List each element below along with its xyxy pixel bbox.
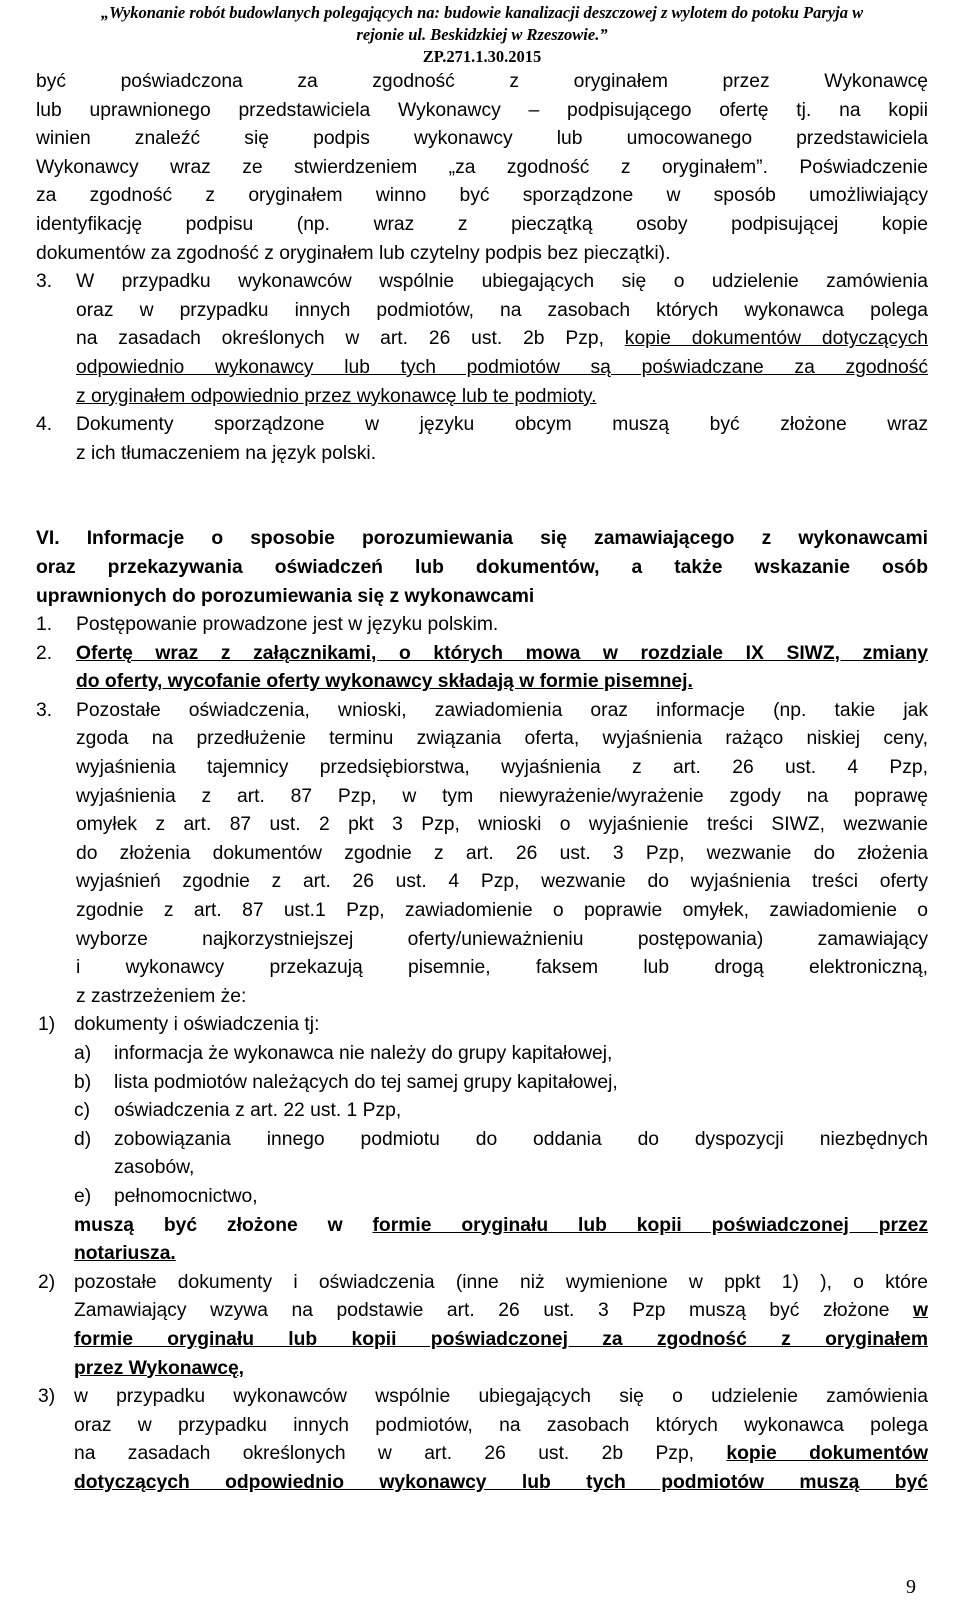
list-number: 2. xyxy=(36,642,53,664)
text-line: być poświadczona za zgodność z oryginałem przez Wykonawcę xyxy=(36,71,928,92)
underlined-line: odpowiednio wykonawcy lub tych podmiotów są poświadczane za zgodność xyxy=(76,356,928,378)
text-line: Dokumenty sporządzone w języku obcym muszą być złożone wraz xyxy=(76,414,928,436)
text-line xyxy=(74,1440,928,1469)
text-line: zgoda na przedłużenie terminu związania oferta, wyjaśnienia rażąco niskiej ceny, xyxy=(76,728,928,750)
text-segment: muszą być złożone w xyxy=(74,1214,373,1236)
document-body xyxy=(36,68,928,1498)
text-line: identyfikację podpisu (np. wraz z pieczątką osoby podpisującej kopie xyxy=(36,213,928,235)
text-line: pozostałe dokumenty i oświadczenia (inne niż wymienione w ppkt 1) ), o które xyxy=(74,1271,928,1293)
sub-sub-item-d xyxy=(74,1126,928,1183)
underlined-bold-line: formie oryginału lub kopii poświadczonej za zgodność z oryginałem xyxy=(74,1328,928,1350)
list-letter: a) xyxy=(74,1043,92,1064)
text-line: Pozostałe oświadczenia, wnioski, zawiadomienia oraz informacje (np. takie jak xyxy=(76,699,928,721)
text-line: lista podmiotów należących do tej samej grupy kapitałowej, xyxy=(114,1071,618,1093)
underlined-text: formie oryginału lub kopii poświadczonej przez xyxy=(372,1214,928,1236)
list-number: 3. xyxy=(36,271,53,293)
underlined-line: z oryginałem odpowiednio przez wykonawcę lub te podmioty. xyxy=(76,385,597,407)
text-segment: na zasadach określonych w art. 26 ust. 2b Pzp, xyxy=(76,328,625,350)
header-title-line-1: „Wykonanie robót budowlanych polegających na: budowie kanalizacji deszczowej z wylotem do potoku Paryja w xyxy=(100,3,864,22)
list-letter: c) xyxy=(74,1100,91,1122)
list-item-3 xyxy=(36,268,928,411)
text-line: lub uprawnionego przedstawiciela Wykonawcy – podpisującego ofertę tj. na kopii xyxy=(36,99,928,121)
underlined-bold-line: do oferty, wycofanie oferty wykonawcy składają w formie pisemnej. xyxy=(76,671,693,693)
text-line: informacja że wykonawca nie należy do grupy kapitałowej, xyxy=(114,1043,613,1064)
page-header xyxy=(36,2,928,68)
list-number: 3) xyxy=(38,1386,56,1408)
list-item-4 xyxy=(36,411,928,468)
text-line: W przypadku wykonawców wspólnie ubiegających się o udzielenie zamówienia xyxy=(76,271,928,293)
list-item-3-communication xyxy=(36,697,928,1012)
text-line: wyjaśnienia tajemnicy przedsiębiorstwa, wyjaśnienia z art. 26 ust. 4 Pzp, xyxy=(76,757,928,779)
text-line: wyjaśnienia z art. 87 Pzp, w tym niewyrażenie/wyrażenie zgody na poprawę xyxy=(76,785,928,807)
text-line: oświadczenia z art. 22 ust. 1 Pzp, xyxy=(114,1100,402,1122)
heading-line: VI. Informacje o sposobie porozumiewania się zamawiającego z wykonawcami xyxy=(36,528,928,550)
text-line: zgodnie z art. 87 ust.1 Pzp, zawiadomienie o poprawie omyłek, zawiadomienie o xyxy=(76,900,928,922)
list-letter: b) xyxy=(74,1071,92,1093)
list-number: 3. xyxy=(36,699,53,721)
text-line: Postępowanie prowadzone jest w języku polskim. xyxy=(76,614,499,636)
text-line: zobowiązania innego podmiotu do oddania do dyspozycji niezbędnych xyxy=(114,1128,928,1150)
header-title-line-2: rejonie ul. Beskidzkiej w Rzeszowie.” xyxy=(356,25,608,44)
list-number: 1. xyxy=(36,614,53,636)
underlined-text: kopie dokumentów dotyczących xyxy=(624,328,928,350)
list-item-1 xyxy=(36,611,928,640)
heading-line: uprawnionych do porozumiewania się z wykonawcami xyxy=(36,585,535,607)
paragraph-continuation xyxy=(36,68,928,268)
sub-sub-item-e xyxy=(74,1183,928,1212)
underlined-bold-line: dotyczących odpowiednio wykonawcy lub tych podmiotów muszą być xyxy=(74,1471,928,1493)
text-line xyxy=(74,1297,928,1326)
sub-sub-item-c xyxy=(74,1097,928,1126)
heading-line: oraz przekazywania oświadczeń lub dokumentów, a także wskazanie osób xyxy=(36,556,928,578)
section-spacer xyxy=(36,468,928,525)
text-line: winien znaleźć się podpis wykonawcy lub umocowanego przedstawiciela xyxy=(36,128,928,150)
text-line: omyłek z art. 87 ust. 2 pkt 3 Pzp, wnioski o wyjaśnienie treści SIWZ, wezwanie xyxy=(76,814,928,836)
text-segment: Zamawiający wzywa na podstawie art. 26 ust. 3 Pzp muszą być złożone xyxy=(74,1300,913,1322)
underlined-line: notariusza. xyxy=(74,1243,176,1265)
underlined-bold-line: przez Wykonawcę, xyxy=(74,1357,245,1379)
underlined-bold-text: w xyxy=(913,1300,928,1322)
list-item-2 xyxy=(36,640,928,697)
sub-item-1 xyxy=(38,1011,928,1268)
section-heading xyxy=(36,525,928,611)
text-line: zasobów, xyxy=(114,1157,195,1179)
page-number: 9 xyxy=(906,1576,916,1598)
text-line: pełnomocnictwo, xyxy=(114,1185,258,1207)
sub-item-3 xyxy=(38,1383,928,1497)
text-line: Wykonawcy wraz ze stwierdzeniem „za zgodność z oryginałem”. Poświadczenie xyxy=(36,156,928,178)
text-line: do złożenia dokumentów zgodnie z art. 26 ust. 3 Pzp, wezwanie do złożenia xyxy=(76,842,928,864)
list-number: 4. xyxy=(36,414,53,436)
list-letter: d) xyxy=(74,1128,92,1150)
text-line: dokumenty i oświadczenia tj: xyxy=(74,1014,320,1036)
underlined-bold-text: kopie dokumentów xyxy=(726,1443,928,1465)
requirement-note xyxy=(74,1212,928,1269)
text-line: dokumentów za zgodność z oryginałem lub czytelny podpis bez pieczątki). xyxy=(36,242,671,264)
header-reference-code: ZP.271.1.30.2015 xyxy=(422,47,542,66)
text-line: wyjaśnień zgodnie z art. 26 ust. 4 Pzp, wezwanie do wyjaśnienia treści oferty xyxy=(76,871,928,893)
text-line: oraz w przypadku innych podmiotów, na zasobach których wykonawca polega xyxy=(76,299,928,321)
list-number: 1) xyxy=(38,1014,56,1036)
list-letter: e) xyxy=(74,1185,92,1207)
list-number: 2) xyxy=(38,1271,56,1293)
sub-sub-item-b xyxy=(74,1069,928,1098)
sub-sub-item-a xyxy=(74,1040,928,1069)
text-line xyxy=(76,325,928,354)
sub-item-2 xyxy=(38,1269,928,1383)
underlined-bold-line: Ofertę wraz z załącznikami, o których mowa w rozdziale IX SIWZ, zmiany xyxy=(76,642,928,664)
text-line: z ich tłumaczeniem na język polski. xyxy=(76,442,377,464)
text-line: oraz w przypadku innych podmiotów, na zasobach których wykonawca polega xyxy=(74,1414,928,1436)
text-line: i wykonawcy przekazują pisemnie, faksem lub drogą elektroniczną, xyxy=(76,957,928,979)
text-segment: na zasadach określonych w art. 26 ust. 2b Pzp, xyxy=(74,1443,727,1465)
text-line xyxy=(74,1212,928,1241)
text-line: za zgodność z oryginałem winno być sporządzone w sposób umożliwiający xyxy=(36,185,928,207)
text-line: w przypadku wykonawców wspólnie ubiegających się o udzielenie zamówienia xyxy=(74,1386,928,1408)
text-line: z zastrzeżeniem że: xyxy=(76,985,247,1007)
text-line: wyborze najkorzystniejszej oferty/unieważnieniu postępowania) zamawiający xyxy=(76,928,928,950)
